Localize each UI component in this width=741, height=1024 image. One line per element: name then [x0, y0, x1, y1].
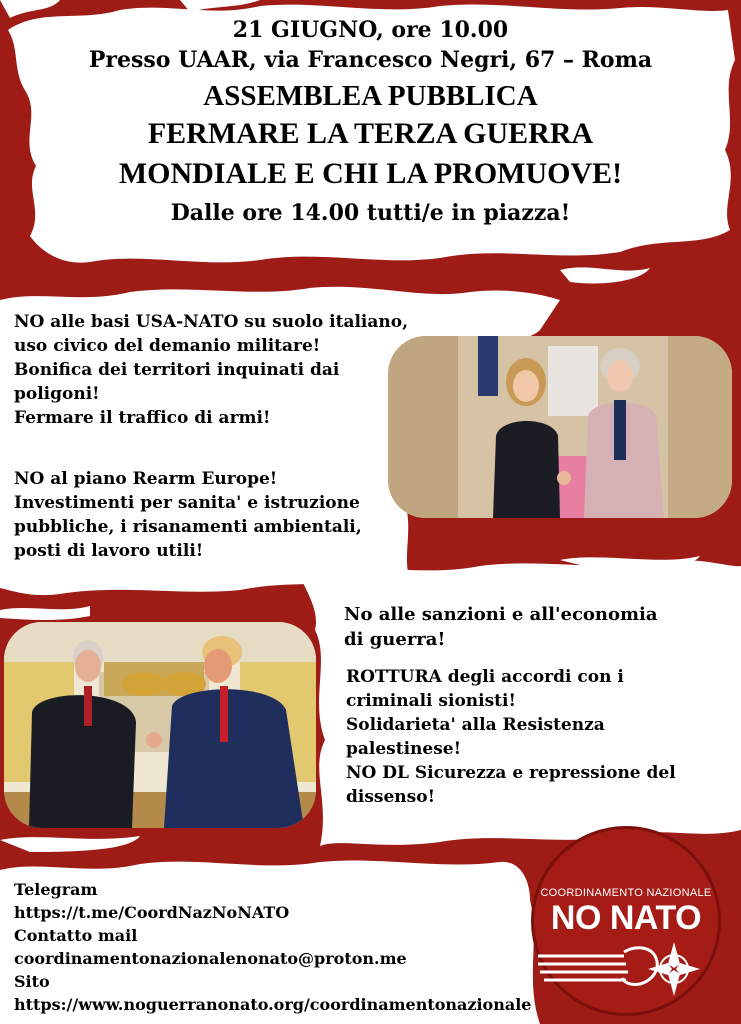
- demand-line: NO alle basi USA-NATO su suolo italiano,: [14, 312, 409, 332]
- photo-two-leaders-seated: [4, 622, 316, 828]
- demand-line: NO DL Sicurezza e repressione del: [346, 763, 676, 783]
- logo-top-text: COORDINAMENTO NAZIONALE: [540, 887, 712, 899]
- heading-line: No alle sanzioni e all'economia: [344, 604, 658, 625]
- heading-line: di guerra!: [344, 629, 446, 650]
- title-line-1: ASSEMBLEA PUBBLICA: [203, 80, 538, 112]
- demand-line: dissenso!: [346, 787, 436, 807]
- demand-line: uso civico del demanio militare!: [14, 336, 321, 356]
- demand-line: NO al piano Rearm Europe!: [14, 469, 278, 489]
- demand-line: criminali sionisti!: [346, 691, 516, 711]
- telegram-link[interactable]: https://t.me/CoordNazNoNATO: [14, 903, 290, 922]
- demand-line: Solidarieta' alla Resistenza: [346, 715, 605, 735]
- title-line-3: MONDIALE E CHI LA PROMUOVE!: [118, 157, 623, 190]
- mail-link[interactable]: coordinamentonazionalenonato@proton.me: [14, 949, 407, 968]
- demand-line: poligoni!: [14, 384, 100, 404]
- demands-block-2: [14, 467, 414, 563]
- event-subtitle: Dalle ore 14.00 tutti/e in piazza!: [170, 200, 571, 226]
- event-date-time: 21 GIUGNO, ore 10.00: [232, 17, 509, 43]
- demand-line: Fermare il traffico di armi!: [14, 408, 271, 428]
- no-nato-logo: [531, 826, 721, 1016]
- demand-line: posti di lavoro utili!: [14, 541, 204, 561]
- photo-two-leaders-handshake: [388, 336, 732, 518]
- demand-line: Bonifica dei territori inquinati dai: [14, 360, 340, 380]
- telegram-label: Telegram: [14, 880, 98, 899]
- demand-line: ROTTURA degli accordi con i: [346, 667, 624, 687]
- site-label: Sito: [14, 972, 50, 991]
- fist-compass-icon: [534, 934, 718, 1004]
- site-link[interactable]: https://www.noguerranonato.org/coordinamentonazionale: [14, 995, 532, 1014]
- logo-main-text: NO NATO: [550, 899, 702, 937]
- contacts-block: [14, 878, 534, 1016]
- demand-line: Investimenti per sanita' e istruzione: [14, 493, 360, 513]
- demands-block-1: [14, 310, 414, 430]
- demand-line: pubbliche, i risanamenti ambientali,: [14, 517, 362, 537]
- demands-block-3: [346, 665, 726, 809]
- demands-block-3-heading: [344, 602, 724, 652]
- title-line-2: FERMARE LA TERZA GUERRA: [147, 117, 594, 150]
- event-location: Presso UAAR, via Francesco Negri, 67 – Roma: [88, 47, 653, 73]
- demand-line: palestinese!: [346, 739, 462, 759]
- mail-label: Contatto mail: [14, 926, 138, 945]
